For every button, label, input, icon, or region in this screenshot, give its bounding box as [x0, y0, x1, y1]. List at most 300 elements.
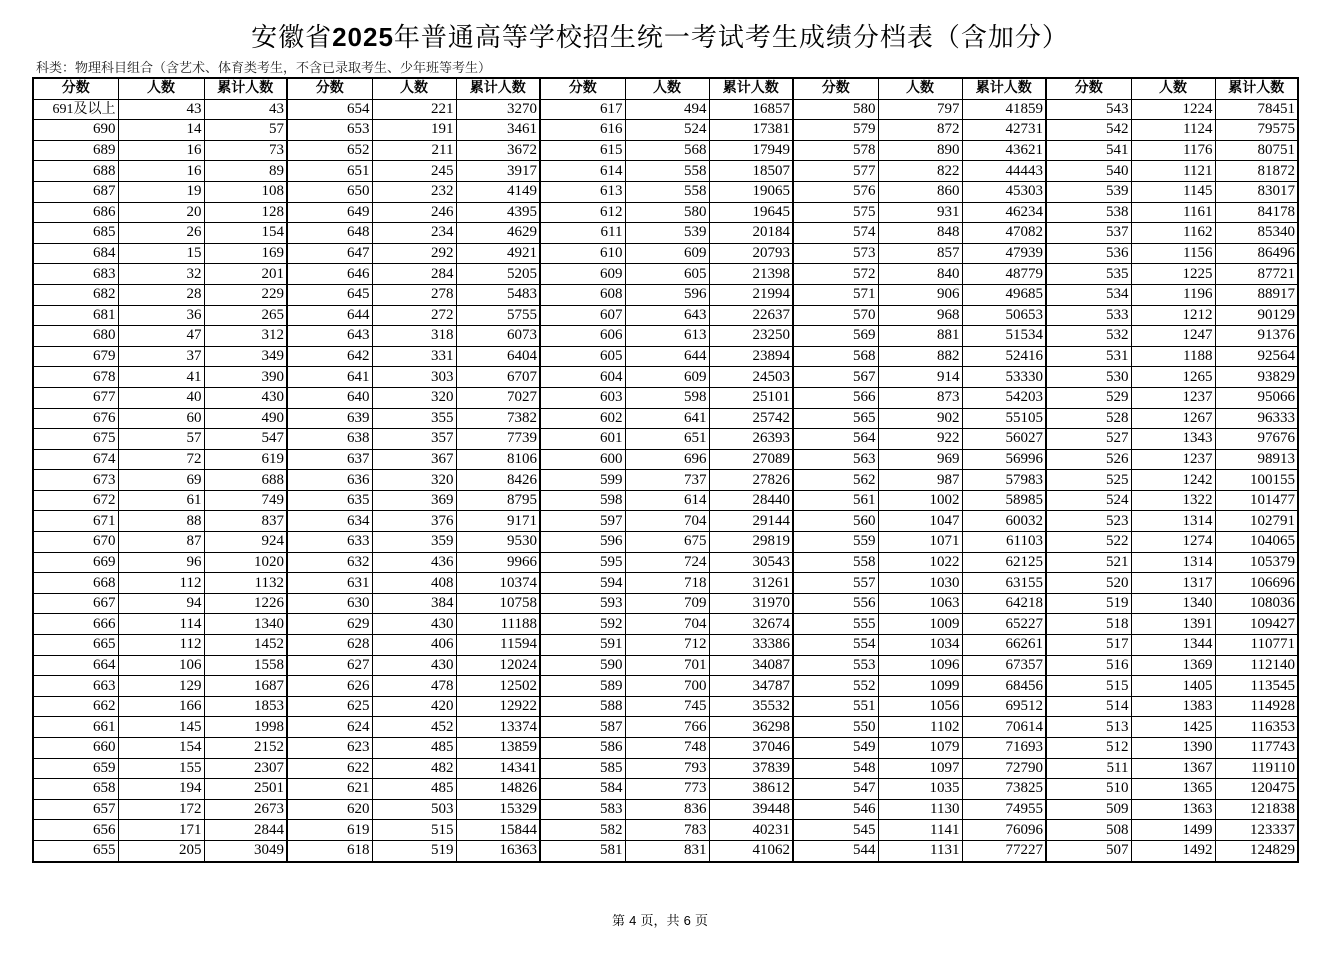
count-cell: 766 — [625, 717, 709, 738]
score-cell: 560 — [793, 511, 878, 532]
cumulative-cell: 2673 — [204, 799, 287, 820]
score-cell: 680 — [33, 326, 118, 347]
count-cell: 1265 — [1131, 367, 1215, 388]
cumulative-cell: 6404 — [456, 346, 540, 367]
table-row — [33, 738, 1298, 759]
score-cell: 519 — [1046, 593, 1131, 614]
score-cell: 660 — [33, 738, 118, 759]
count-cell: 783 — [625, 820, 709, 841]
score-cell: 601 — [540, 429, 625, 450]
score-cell: 509 — [1046, 799, 1131, 820]
score-cell: 552 — [793, 676, 878, 697]
cumulative-cell: 1998 — [204, 717, 287, 738]
count-cell: 1145 — [1131, 181, 1215, 202]
count-cell: 47 — [118, 326, 204, 347]
score-cell: 526 — [1046, 449, 1131, 470]
cumulative-cell: 120475 — [1215, 779, 1298, 800]
score-cell: 527 — [1046, 429, 1131, 450]
count-cell: 914 — [878, 367, 962, 388]
cumulative-cell: 4629 — [456, 223, 540, 244]
cumulative-cell: 11594 — [456, 635, 540, 656]
count-cell: 171 — [118, 820, 204, 841]
score-cell: 602 — [540, 408, 625, 429]
cumulative-cell: 32674 — [709, 614, 793, 635]
count-cell: 1391 — [1131, 614, 1215, 635]
count-cell: 112 — [118, 573, 204, 594]
score-cell: 562 — [793, 470, 878, 491]
cumulative-cell: 15844 — [456, 820, 540, 841]
count-cell: 969 — [878, 449, 962, 470]
score-cell: 678 — [33, 367, 118, 388]
count-cell: 284 — [372, 264, 456, 285]
cumulative-cell: 119110 — [1215, 758, 1298, 779]
score-cell: 676 — [33, 408, 118, 429]
count-cell: 436 — [372, 552, 456, 573]
cumulative-cell: 102791 — [1215, 511, 1298, 532]
score-cell: 539 — [1046, 181, 1131, 202]
table-row — [33, 346, 1298, 367]
count-cell: 114 — [118, 614, 204, 635]
score-cell: 545 — [793, 820, 878, 841]
table-row — [33, 161, 1298, 182]
score-cell: 543 — [1046, 99, 1131, 120]
count-cell: 72 — [118, 449, 204, 470]
cumulative-cell: 39448 — [709, 799, 793, 820]
cumulative-cell: 57 — [204, 120, 287, 141]
score-cell: 523 — [1046, 511, 1131, 532]
header-count-group2: 人数 — [372, 78, 456, 99]
cumulative-cell: 2844 — [204, 820, 287, 841]
count-cell: 37 — [118, 346, 204, 367]
count-cell: 1363 — [1131, 799, 1215, 820]
table-row — [33, 181, 1298, 202]
cumulative-cell: 10758 — [456, 593, 540, 614]
score-distribution-table — [32, 77, 1299, 863]
cumulative-cell: 43 — [204, 99, 287, 120]
score-cell: 682 — [33, 284, 118, 305]
score-cell: 547 — [793, 779, 878, 800]
score-cell: 662 — [33, 696, 118, 717]
cumulative-cell: 13859 — [456, 738, 540, 759]
score-cell: 517 — [1046, 635, 1131, 656]
header-cumulative-group4: 累计人数 — [962, 78, 1046, 99]
cumulative-cell: 34787 — [709, 676, 793, 697]
score-cell: 531 — [1046, 346, 1131, 367]
count-cell: 1383 — [1131, 696, 1215, 717]
cumulative-cell: 3049 — [204, 840, 287, 861]
count-cell: 87 — [118, 532, 204, 553]
count-cell: 1492 — [1131, 840, 1215, 861]
count-cell: 359 — [372, 532, 456, 553]
table-row — [33, 717, 1298, 738]
table-row — [33, 470, 1298, 491]
cumulative-cell: 10374 — [456, 573, 540, 594]
cumulative-cell: 5483 — [456, 284, 540, 305]
score-cell: 510 — [1046, 779, 1131, 800]
cumulative-cell: 37839 — [709, 758, 793, 779]
count-cell: 16 — [118, 161, 204, 182]
count-cell: 558 — [625, 181, 709, 202]
count-cell: 221 — [372, 99, 456, 120]
score-cell: 624 — [287, 717, 372, 738]
cumulative-cell: 37046 — [709, 738, 793, 759]
score-cell: 591 — [540, 635, 625, 656]
count-cell: 205 — [118, 840, 204, 861]
table-row — [33, 635, 1298, 656]
count-cell: 1317 — [1131, 573, 1215, 594]
count-cell: 931 — [878, 202, 962, 223]
count-cell: 41 — [118, 367, 204, 388]
score-cell: 511 — [1046, 758, 1131, 779]
cumulative-cell: 4395 — [456, 202, 540, 223]
cumulative-cell: 9530 — [456, 532, 540, 553]
count-cell: 357 — [372, 429, 456, 450]
count-cell: 745 — [625, 696, 709, 717]
table-row — [33, 367, 1298, 388]
count-cell: 1344 — [1131, 635, 1215, 656]
page-title — [0, 20, 1320, 55]
score-cell: 578 — [793, 140, 878, 161]
count-cell: 430 — [372, 655, 456, 676]
score-cell: 597 — [540, 511, 625, 532]
count-cell: 355 — [372, 408, 456, 429]
count-cell: 482 — [372, 758, 456, 779]
cumulative-cell: 3270 — [456, 99, 540, 120]
header-score-group2: 分数 — [287, 78, 372, 99]
score-cell: 559 — [793, 532, 878, 553]
score-cell: 515 — [1046, 676, 1131, 697]
score-cell: 588 — [540, 696, 625, 717]
cumulative-cell: 229 — [204, 284, 287, 305]
cumulative-cell: 19645 — [709, 202, 793, 223]
score-cell: 634 — [287, 511, 372, 532]
cumulative-cell: 43621 — [962, 140, 1046, 161]
cumulative-cell: 89 — [204, 161, 287, 182]
table-row — [33, 820, 1298, 841]
cumulative-cell: 109427 — [1215, 614, 1298, 635]
cumulative-cell: 66261 — [962, 635, 1046, 656]
cumulative-cell: 4921 — [456, 243, 540, 264]
score-cell: 600 — [540, 449, 625, 470]
count-cell: 793 — [625, 758, 709, 779]
score-cell: 606 — [540, 326, 625, 347]
score-cell: 666 — [33, 614, 118, 635]
score-cell: 643 — [287, 326, 372, 347]
cumulative-cell: 1687 — [204, 676, 287, 697]
count-cell: 797 — [878, 99, 962, 120]
cumulative-cell: 46234 — [962, 202, 1046, 223]
score-cell: 528 — [1046, 408, 1131, 429]
count-cell: 1102 — [878, 717, 962, 738]
count-cell: 1425 — [1131, 717, 1215, 738]
cumulative-cell: 67357 — [962, 655, 1046, 676]
score-cell: 638 — [287, 429, 372, 450]
score-cell: 522 — [1046, 532, 1131, 553]
cumulative-cell: 688 — [204, 470, 287, 491]
count-cell: 94 — [118, 593, 204, 614]
cumulative-cell: 19065 — [709, 181, 793, 202]
count-cell: 701 — [625, 655, 709, 676]
table-row — [33, 511, 1298, 532]
count-cell: 57 — [118, 429, 204, 450]
count-cell: 278 — [372, 284, 456, 305]
score-cell: 512 — [1046, 738, 1131, 759]
count-cell: 292 — [372, 243, 456, 264]
score-cell: 590 — [540, 655, 625, 676]
score-cell: 569 — [793, 326, 878, 347]
table-row — [33, 202, 1298, 223]
count-cell: 700 — [625, 676, 709, 697]
score-cell: 507 — [1046, 840, 1131, 861]
table-row — [33, 223, 1298, 244]
count-cell: 194 — [118, 779, 204, 800]
title-year: 2025 — [332, 22, 394, 52]
score-cell: 655 — [33, 840, 118, 861]
count-cell: 166 — [118, 696, 204, 717]
cumulative-cell: 312 — [204, 326, 287, 347]
score-cell: 663 — [33, 676, 118, 697]
count-cell: 968 — [878, 305, 962, 326]
score-cell: 605 — [540, 346, 625, 367]
cumulative-cell: 91376 — [1215, 326, 1298, 347]
cumulative-cell: 123337 — [1215, 820, 1298, 841]
score-cell: 566 — [793, 387, 878, 408]
cumulative-cell: 14341 — [456, 758, 540, 779]
count-cell: 367 — [372, 449, 456, 470]
cumulative-cell: 1853 — [204, 696, 287, 717]
cumulative-cell: 547 — [204, 429, 287, 450]
score-cell: 540 — [1046, 161, 1131, 182]
count-cell: 1097 — [878, 758, 962, 779]
score-cell: 688 — [33, 161, 118, 182]
score-cell: 565 — [793, 408, 878, 429]
count-cell: 1162 — [1131, 223, 1215, 244]
table-row — [33, 696, 1298, 717]
cumulative-cell: 53330 — [962, 367, 1046, 388]
header-cumulative-group2: 累计人数 — [456, 78, 540, 99]
count-cell: 1237 — [1131, 387, 1215, 408]
cumulative-cell: 41859 — [962, 99, 1046, 120]
cumulative-cell: 749 — [204, 490, 287, 511]
score-cell: 651 — [287, 161, 372, 182]
score-cell: 567 — [793, 367, 878, 388]
count-cell: 485 — [372, 738, 456, 759]
score-cell: 593 — [540, 593, 625, 614]
cumulative-cell: 31970 — [709, 593, 793, 614]
cumulative-cell: 58985 — [962, 490, 1046, 511]
cumulative-cell: 44443 — [962, 161, 1046, 182]
count-cell: 331 — [372, 346, 456, 367]
cumulative-cell: 24503 — [709, 367, 793, 388]
score-cell: 585 — [540, 758, 625, 779]
cumulative-cell: 87721 — [1215, 264, 1298, 285]
header-cumulative-group3: 累计人数 — [709, 78, 793, 99]
count-cell: 408 — [372, 573, 456, 594]
score-cell: 568 — [793, 346, 878, 367]
count-cell: 43 — [118, 99, 204, 120]
score-cell: 518 — [1046, 614, 1131, 635]
cumulative-cell: 490 — [204, 408, 287, 429]
score-cell: 632 — [287, 552, 372, 573]
count-cell: 709 — [625, 593, 709, 614]
score-cell: 649 — [287, 202, 372, 223]
table-row — [33, 326, 1298, 347]
count-cell: 320 — [372, 387, 456, 408]
cumulative-cell: 88917 — [1215, 284, 1298, 305]
cumulative-cell: 114928 — [1215, 696, 1298, 717]
cumulative-cell: 60032 — [962, 511, 1046, 532]
cumulative-cell: 47082 — [962, 223, 1046, 244]
cumulative-cell: 65227 — [962, 614, 1046, 635]
cumulative-cell: 12922 — [456, 696, 540, 717]
header-score-group5: 分数 — [1046, 78, 1131, 99]
count-cell: 88 — [118, 511, 204, 532]
count-cell: 1247 — [1131, 326, 1215, 347]
count-cell: 61 — [118, 490, 204, 511]
count-cell: 614 — [625, 490, 709, 511]
score-cell: 603 — [540, 387, 625, 408]
cumulative-cell: 83017 — [1215, 181, 1298, 202]
cumulative-cell: 5205 — [456, 264, 540, 285]
cumulative-cell: 34087 — [709, 655, 793, 676]
count-cell: 1212 — [1131, 305, 1215, 326]
cumulative-cell: 8426 — [456, 470, 540, 491]
cumulative-cell: 68456 — [962, 676, 1046, 697]
score-cell: 667 — [33, 593, 118, 614]
count-cell: 96 — [118, 552, 204, 573]
cumulative-cell: 4149 — [456, 181, 540, 202]
count-cell: 605 — [625, 264, 709, 285]
cumulative-cell: 349 — [204, 346, 287, 367]
score-cell: 673 — [33, 470, 118, 491]
cumulative-cell: 28440 — [709, 490, 793, 511]
count-cell: 872 — [878, 120, 962, 141]
count-cell: 1224 — [1131, 99, 1215, 120]
cumulative-cell: 101477 — [1215, 490, 1298, 511]
count-cell: 19 — [118, 181, 204, 202]
score-cell: 571 — [793, 284, 878, 305]
title-suffix: 年普通高等学校招生统一考试考生成绩分档表（含加分） — [393, 23, 1069, 53]
cumulative-cell: 50653 — [962, 305, 1046, 326]
count-cell: 320 — [372, 470, 456, 491]
cumulative-cell: 27826 — [709, 470, 793, 491]
score-cell: 677 — [33, 387, 118, 408]
count-cell: 69 — [118, 470, 204, 491]
score-cell: 554 — [793, 635, 878, 656]
cumulative-cell: 117743 — [1215, 738, 1298, 759]
count-cell: 840 — [878, 264, 962, 285]
cumulative-cell: 3461 — [456, 120, 540, 141]
cumulative-cell: 113545 — [1215, 676, 1298, 697]
category-subtitle: 科类：物理科目组合（含艺术、体育类考生，不含已录取考生、少年班等考生） — [36, 61, 492, 76]
cumulative-cell: 26393 — [709, 429, 793, 450]
table-row — [33, 408, 1298, 429]
page-footer — [0, 910, 1320, 929]
score-cell: 629 — [287, 614, 372, 635]
count-cell: 641 — [625, 408, 709, 429]
count-cell: 519 — [372, 840, 456, 861]
count-cell: 906 — [878, 284, 962, 305]
count-cell: 987 — [878, 470, 962, 491]
count-cell: 1196 — [1131, 284, 1215, 305]
score-cell: 617 — [540, 99, 625, 120]
count-cell: 1022 — [878, 552, 962, 573]
count-cell: 1034 — [878, 635, 962, 656]
count-cell: 60 — [118, 408, 204, 429]
cumulative-cell: 57983 — [962, 470, 1046, 491]
table-row — [33, 284, 1298, 305]
footer-page-number: 4 — [629, 913, 637, 928]
score-cell: 548 — [793, 758, 878, 779]
cumulative-cell: 100155 — [1215, 470, 1298, 491]
score-cell: 614 — [540, 161, 625, 182]
score-cell: 583 — [540, 799, 625, 820]
score-cell: 623 — [287, 738, 372, 759]
score-cell: 636 — [287, 470, 372, 491]
cumulative-cell: 54203 — [962, 387, 1046, 408]
cumulative-cell: 8795 — [456, 490, 540, 511]
score-cell: 686 — [33, 202, 118, 223]
cumulative-cell: 108 — [204, 181, 287, 202]
count-cell: 1131 — [878, 840, 962, 861]
count-cell: 1176 — [1131, 140, 1215, 161]
cumulative-cell: 2152 — [204, 738, 287, 759]
count-cell: 881 — [878, 326, 962, 347]
score-cell: 555 — [793, 614, 878, 635]
score-cell: 596 — [540, 532, 625, 553]
cumulative-cell: 49685 — [962, 284, 1046, 305]
count-cell: 609 — [625, 367, 709, 388]
score-cell: 529 — [1046, 387, 1131, 408]
count-cell: 1367 — [1131, 758, 1215, 779]
score-cell: 619 — [287, 820, 372, 841]
cumulative-cell: 124829 — [1215, 840, 1298, 861]
cumulative-cell: 2501 — [204, 779, 287, 800]
score-cell: 685 — [33, 223, 118, 244]
cumulative-cell: 78451 — [1215, 99, 1298, 120]
cumulative-cell: 35532 — [709, 696, 793, 717]
cumulative-cell: 27089 — [709, 449, 793, 470]
cumulative-cell: 72790 — [962, 758, 1046, 779]
table-row — [33, 140, 1298, 161]
cumulative-cell: 76096 — [962, 820, 1046, 841]
score-cell: 581 — [540, 840, 625, 861]
score-cell: 546 — [793, 799, 878, 820]
cumulative-cell: 18507 — [709, 161, 793, 182]
score-cell: 641 — [287, 367, 372, 388]
cumulative-cell: 81872 — [1215, 161, 1298, 182]
table-row — [33, 552, 1298, 573]
cumulative-cell: 41062 — [709, 840, 793, 861]
cumulative-cell: 105379 — [1215, 552, 1298, 573]
cumulative-cell: 116353 — [1215, 717, 1298, 738]
score-cell: 650 — [287, 181, 372, 202]
header-count-group3: 人数 — [625, 78, 709, 99]
score-cell: 674 — [33, 449, 118, 470]
cumulative-cell: 1558 — [204, 655, 287, 676]
count-cell: 515 — [372, 820, 456, 841]
header-score-group4: 分数 — [793, 78, 878, 99]
cumulative-cell: 1226 — [204, 593, 287, 614]
score-cell: 532 — [1046, 326, 1131, 347]
score-cell: 534 — [1046, 284, 1131, 305]
score-cell: 637 — [287, 449, 372, 470]
score-cell: 687 — [33, 181, 118, 202]
count-cell: 1056 — [878, 696, 962, 717]
cumulative-cell: 7739 — [456, 429, 540, 450]
score-cell: 618 — [287, 840, 372, 861]
count-cell: 644 — [625, 346, 709, 367]
